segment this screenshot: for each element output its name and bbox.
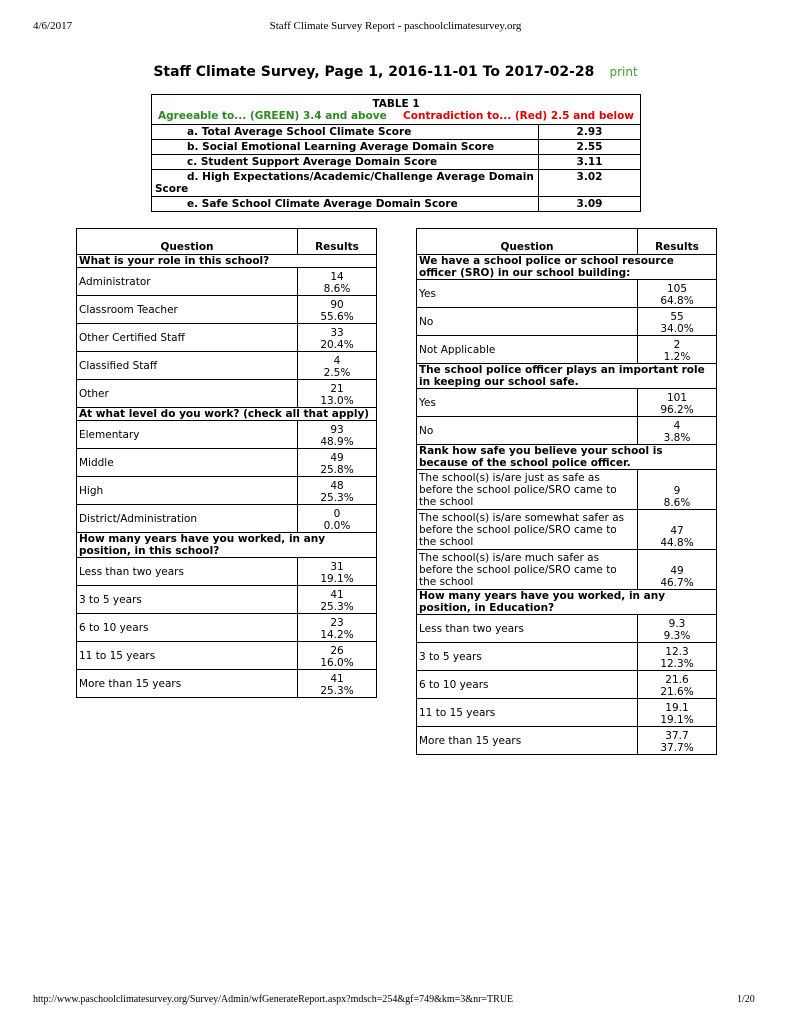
table-header-row [77, 229, 377, 255]
question-row [77, 255, 377, 268]
answer-row [417, 280, 717, 308]
left-results-body [77, 255, 377, 698]
summary-row [152, 197, 641, 212]
answer-percent: 46.7% [660, 577, 694, 589]
page-title: Staff Climate Survey, Page 1, 2016-11-01 To 2017-02-28 [153, 64, 595, 80]
summary-table-caption: TABLE 1 [372, 98, 420, 110]
question-text: Rank how safe you believe your school is because of the school police officer. [417, 445, 717, 470]
answer-result [638, 470, 717, 510]
answer-percent: 34.0% [660, 323, 694, 335]
answer-count: 90 [330, 299, 344, 311]
answer-percent: 14.2% [320, 629, 354, 641]
answer-result [298, 449, 377, 477]
question-row [417, 364, 717, 389]
answer-row [417, 550, 717, 590]
summary-row-label: c. Student Support Average Domain Score [152, 155, 539, 170]
answer-label: Middle [77, 449, 298, 477]
answer-row [417, 510, 717, 550]
summary-row-value: 2.93 [539, 125, 641, 140]
answer-label: 11 to 15 years [77, 642, 298, 670]
summary-legend [155, 110, 637, 123]
answer-row [417, 308, 717, 336]
answer-result [298, 505, 377, 533]
question-text: We have a school police or school resource officer (SRO) in our school building: [417, 255, 717, 280]
question-text: What is your role in this school? [77, 255, 377, 268]
answer-result [298, 558, 377, 586]
answer-row [77, 477, 377, 505]
page-title-row [0, 61, 791, 80]
answer-count: 26 [330, 645, 344, 657]
answer-result [298, 268, 377, 296]
column-header-question: Question [77, 229, 298, 255]
answer-count: 4 [333, 355, 341, 367]
answer-row [417, 615, 717, 643]
summary-row [152, 125, 641, 140]
footer-url: http://www.paschoolclimatesurvey.org/Survey/Admin/wfGenerateReport.aspx?mdsch=254&gf=749&km=3&nr=TRUE [33, 994, 514, 1005]
answer-result [298, 296, 377, 324]
footer-page-number: 1/20 [737, 994, 755, 1005]
answer-percent: 96.2% [660, 404, 694, 416]
table-header-row [417, 229, 717, 255]
answer-row [77, 380, 377, 408]
answer-label: The school(s) is/are just as safe as before the school police/SRO came to the school [417, 470, 638, 510]
answer-label: Classroom Teacher [77, 296, 298, 324]
answer-row [77, 268, 377, 296]
answer-count: 23 [330, 617, 344, 629]
answer-result [638, 308, 717, 336]
answer-result [638, 643, 717, 671]
column-header-results: Results [298, 229, 377, 255]
answer-label: Yes [417, 280, 638, 308]
answer-count: 105 [666, 283, 688, 295]
question-text: How many years have you worked, in any position, in Education? [417, 590, 717, 615]
answer-count: 0 [333, 508, 341, 520]
answer-result [638, 510, 717, 550]
answer-label: Less than two years [417, 615, 638, 643]
answer-row [77, 505, 377, 533]
answer-result [638, 699, 717, 727]
answer-row [77, 558, 377, 586]
answer-row [417, 389, 717, 417]
right-results-table [416, 228, 717, 755]
answer-count: 9.3 [668, 618, 686, 630]
legend-red: Contradiction to... (Red) 2.5 and below [403, 110, 634, 122]
summary-row-value: 3.11 [539, 155, 641, 170]
answer-row [77, 449, 377, 477]
answer-label: No [417, 308, 638, 336]
answer-count: 4 [673, 420, 681, 432]
answer-label: Less than two years [77, 558, 298, 586]
answer-label: 11 to 15 years [417, 699, 638, 727]
answer-count: 49 [670, 565, 684, 577]
answer-count: 2 [673, 339, 681, 351]
answer-count: 48 [330, 480, 344, 492]
answer-row [417, 727, 717, 755]
answer-count: 41 [330, 673, 344, 685]
answer-result [638, 280, 717, 308]
answer-count: 21.6 [665, 674, 689, 686]
print-link[interactable]: print [609, 65, 638, 79]
answer-row [77, 670, 377, 698]
answer-label: Yes [417, 389, 638, 417]
answer-count: 33 [330, 327, 344, 339]
question-row [417, 590, 717, 615]
answer-row [417, 699, 717, 727]
answer-result [298, 324, 377, 352]
answer-percent: 19.1% [320, 573, 354, 585]
answer-label: District/Administration [77, 505, 298, 533]
question-text: At what level do you work? (check all that apply) [77, 408, 377, 421]
question-row [77, 408, 377, 421]
answer-result [638, 727, 717, 755]
answer-row [417, 470, 717, 510]
answer-label: The school(s) is/are much safer as before the school police/SRO came to the school [417, 550, 638, 590]
answer-result [298, 670, 377, 698]
summary-row [152, 170, 641, 197]
column-header-question: Question [417, 229, 638, 255]
answer-result [298, 642, 377, 670]
answer-row [77, 421, 377, 449]
answer-percent: 19.1% [660, 714, 694, 726]
answer-row [77, 642, 377, 670]
answer-count: 49 [330, 452, 344, 464]
answer-percent: 12.3% [660, 658, 694, 670]
summary-row-value: 3.09 [539, 197, 641, 212]
answer-label: Not Applicable [417, 336, 638, 364]
column-header-results: Results [638, 229, 717, 255]
left-results-table [76, 228, 377, 698]
answer-percent: 20.4% [320, 339, 354, 351]
answer-label: 3 to 5 years [417, 643, 638, 671]
answer-label: 6 to 10 years [77, 614, 298, 642]
answer-result [638, 550, 717, 590]
answer-result [638, 615, 717, 643]
answer-label: 3 to 5 years [77, 586, 298, 614]
summary-row-label: b. Social Emotional Learning Average Domain Score [152, 140, 539, 155]
answer-percent: 25.8% [320, 464, 354, 476]
answer-result [298, 421, 377, 449]
header-title: Staff Climate Survey Report - paschoolclimatesurvey.org [269, 20, 522, 32]
answer-label: Classified Staff [77, 352, 298, 380]
answer-label: High [77, 477, 298, 505]
legend-green: Agreeable to... (GREEN) 3.4 and above [158, 110, 387, 122]
summary-row-label: a. Total Average School Climate Score [152, 125, 539, 140]
question-row [77, 533, 377, 558]
answer-label: More than 15 years [77, 670, 298, 698]
answer-row [77, 614, 377, 642]
answer-label: Administrator [77, 268, 298, 296]
answer-count: 47 [670, 525, 684, 537]
answer-percent: 1.2% [663, 351, 691, 363]
answer-result [298, 614, 377, 642]
summary-table [151, 94, 641, 212]
answer-result [298, 586, 377, 614]
answer-percent: 25.3% [320, 601, 354, 613]
answer-label: No [417, 417, 638, 445]
answer-row [417, 671, 717, 699]
answer-percent: 44.8% [660, 537, 694, 549]
answer-percent: 25.3% [320, 492, 354, 504]
answer-count: 55 [670, 311, 684, 323]
answer-percent: 3.8% [663, 432, 691, 444]
answer-percent: 8.6% [323, 283, 351, 295]
answer-row [77, 352, 377, 380]
answer-row [417, 643, 717, 671]
answer-percent: 37.7% [660, 742, 694, 754]
answer-percent: 9.3% [663, 630, 691, 642]
question-row [417, 445, 717, 470]
answer-count: 14 [330, 271, 344, 283]
answer-label: 6 to 10 years [417, 671, 638, 699]
answer-count: 101 [666, 392, 688, 404]
question-text: How many years have you worked, in any position, in this school? [77, 533, 377, 558]
right-results-body [417, 255, 717, 755]
summary-row-label: d. High Expectations/Academic/Challenge Average Domain Score [152, 170, 539, 197]
summary-row [152, 155, 641, 170]
question-row [417, 255, 717, 280]
answer-percent: 8.6% [663, 497, 691, 509]
answer-count: 12.3 [665, 646, 689, 658]
answer-label: More than 15 years [417, 727, 638, 755]
answer-percent: 48.9% [320, 436, 354, 448]
answer-label: Other Certified Staff [77, 324, 298, 352]
answer-count: 21 [330, 383, 344, 395]
answer-percent: 13.0% [320, 395, 354, 407]
answer-result [298, 477, 377, 505]
answer-label: The school(s) is/are somewhat safer as before the school police/SRO came to the school [417, 510, 638, 550]
summary-table-header [152, 95, 641, 125]
answer-row [77, 324, 377, 352]
answer-result [638, 336, 717, 364]
answer-row [417, 417, 717, 445]
answer-result [638, 389, 717, 417]
summary-row [152, 140, 641, 155]
summary-row-value: 3.02 [539, 170, 641, 197]
answer-count: 41 [330, 589, 344, 601]
summary-row-value: 2.55 [539, 140, 641, 155]
answer-result [298, 352, 377, 380]
answer-row [77, 296, 377, 324]
answer-percent: 25.3% [320, 685, 354, 697]
answer-result [638, 417, 717, 445]
summary-row-label: e. Safe School Climate Average Domain Score [152, 197, 539, 212]
answer-percent: 64.8% [660, 295, 694, 307]
answer-result [638, 671, 717, 699]
answer-row [77, 586, 377, 614]
answer-percent: 16.0% [320, 657, 354, 669]
answer-percent: 0.0% [323, 520, 351, 532]
answer-percent: 55.6% [320, 311, 354, 323]
answer-count: 93 [330, 424, 344, 436]
question-text: The school police officer plays an important role in keeping our school safe. [417, 364, 717, 389]
answer-percent: 21.6% [660, 686, 694, 698]
answer-result [298, 380, 377, 408]
answer-row [417, 336, 717, 364]
answer-count: 19.1 [665, 702, 689, 714]
header-date: 4/6/2017 [33, 20, 73, 32]
answer-label: Other [77, 380, 298, 408]
answer-label: Elementary [77, 421, 298, 449]
answer-percent: 2.5% [323, 367, 351, 379]
answer-count: 37.7 [665, 730, 689, 742]
answer-count: 31 [330, 561, 344, 573]
answer-count: 9 [673, 485, 681, 497]
